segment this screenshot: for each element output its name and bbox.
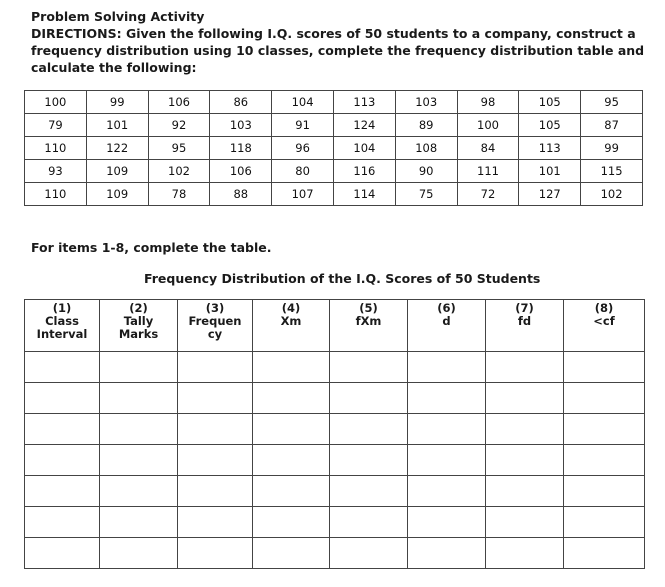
answer-cell[interactable] (100, 445, 178, 476)
heading (31, 8, 661, 76)
answer-cell[interactable] (486, 476, 564, 507)
answer-cell[interactable] (330, 414, 408, 445)
answer-cell[interactable] (178, 445, 253, 476)
answer-cell[interactable] (25, 507, 100, 538)
answer-cell[interactable] (178, 476, 253, 507)
score-cell: 106 (148, 91, 210, 114)
scores-row (25, 91, 643, 114)
answer-cell[interactable] (25, 414, 100, 445)
score-cell: 93 (25, 160, 87, 183)
score-cell: 110 (25, 183, 87, 206)
score-cell: 104 (272, 91, 334, 114)
score-cell: 102 (148, 160, 210, 183)
answer-cell[interactable] (25, 352, 100, 383)
score-cell: 87 (581, 114, 643, 137)
answer-cell[interactable] (486, 414, 564, 445)
score-cell: 72 (457, 183, 519, 206)
answer-cell[interactable] (253, 414, 330, 445)
column-header (408, 300, 486, 352)
column-header-num: (4) (281, 301, 301, 315)
column-header-line1: fXm (355, 314, 382, 328)
answer-cell[interactable] (330, 507, 408, 538)
column-header-line1: Xm (280, 314, 302, 328)
score-cell: 91 (272, 114, 334, 137)
score-cell: 102 (581, 183, 643, 206)
score-cell: 105 (519, 91, 581, 114)
answer-cell[interactable] (330, 476, 408, 507)
answer-cell[interactable] (25, 383, 100, 414)
answer-cell[interactable] (253, 476, 330, 507)
score-cell: 109 (86, 160, 148, 183)
column-header-num: (8) (594, 301, 614, 315)
column-header-line1: <cf (593, 314, 615, 328)
column-header (564, 300, 645, 352)
score-cell: 101 (519, 160, 581, 183)
answer-cell[interactable] (408, 445, 486, 476)
answer-cell[interactable] (25, 476, 100, 507)
score-cell: 104 (333, 137, 395, 160)
answer-cell[interactable] (330, 352, 408, 383)
answer-cell[interactable] (486, 383, 564, 414)
column-header-line1: Tally (123, 314, 154, 328)
column-header (253, 300, 330, 352)
answer-cell[interactable] (486, 445, 564, 476)
column-header (486, 300, 564, 352)
score-cell: 101 (86, 114, 148, 137)
column-header (178, 300, 253, 352)
score-cell: 96 (272, 137, 334, 160)
score-cell: 108 (395, 137, 457, 160)
directions-line-1: DIRECTIONS: Given the following I.Q. scores of 50 students to a company, construct a (31, 26, 636, 41)
answer-cell[interactable] (408, 352, 486, 383)
column-header-num: (5) (359, 301, 378, 315)
score-cell: 107 (272, 183, 334, 206)
score-cell: 99 (86, 91, 148, 114)
answer-cell[interactable] (564, 476, 645, 507)
answer-cell[interactable] (100, 538, 178, 569)
score-cell: 116 (333, 160, 395, 183)
score-cell: 113 (333, 91, 395, 114)
score-cell: 80 (272, 160, 334, 183)
answer-cell[interactable] (178, 538, 253, 569)
column-header-num: (1) (52, 301, 72, 315)
answer-cell[interactable] (564, 414, 645, 445)
answer-cell[interactable] (564, 352, 645, 383)
score-cell: 124 (333, 114, 395, 137)
answer-cell[interactable] (25, 538, 100, 569)
column-header-num: (6) (437, 301, 456, 315)
answer-cell[interactable] (100, 507, 178, 538)
score-cell: 106 (210, 160, 272, 183)
score-cell: 89 (395, 114, 457, 137)
column-header-line1: d (442, 314, 451, 328)
answer-cell[interactable] (330, 445, 408, 476)
score-cell: 99 (581, 137, 643, 160)
score-cell: 86 (210, 91, 272, 114)
score-cell: 110 (25, 137, 87, 160)
column-header-line2: Interval (36, 327, 88, 341)
score-cell: 111 (457, 160, 519, 183)
answer-cell[interactable] (253, 507, 330, 538)
iq-scores-table (24, 90, 643, 206)
score-cell: 114 (333, 183, 395, 206)
answer-cell[interactable] (178, 352, 253, 383)
column-header-num: (7) (515, 301, 534, 315)
score-cell: 100 (457, 114, 519, 137)
answer-cell[interactable] (100, 383, 178, 414)
answer-cell[interactable] (100, 414, 178, 445)
answer-cell[interactable] (178, 507, 253, 538)
answer-cell[interactable] (408, 538, 486, 569)
answer-cell[interactable] (330, 538, 408, 569)
scores-row (25, 160, 643, 183)
answer-cell[interactable] (408, 476, 486, 507)
answer-cell[interactable] (253, 538, 330, 569)
score-cell: 79 (25, 114, 87, 137)
answer-cell[interactable] (253, 445, 330, 476)
score-cell: 95 (581, 91, 643, 114)
score-cell: 88 (210, 183, 272, 206)
directions-line-2: frequency distribution using 10 classes, complete the frequency distribution table and (31, 43, 645, 58)
score-cell: 90 (395, 160, 457, 183)
frequency-row (25, 383, 645, 414)
frequency-table-title: Frequency Distribution of the I.Q. Scores of 50 Students (144, 271, 541, 286)
frequency-row (25, 476, 645, 507)
frequency-row (25, 538, 645, 569)
scores-row (25, 183, 643, 206)
answer-cell[interactable] (564, 538, 645, 569)
answer-cell[interactable] (253, 383, 330, 414)
score-cell: 109 (86, 183, 148, 206)
column-header (100, 300, 178, 352)
directions-line-3: calculate the following: (31, 60, 197, 75)
score-cell: 118 (210, 137, 272, 160)
score-cell: 127 (519, 183, 581, 206)
answer-cell[interactable] (486, 507, 564, 538)
scores-row (25, 137, 643, 160)
column-header (330, 300, 408, 352)
answer-cell[interactable] (253, 352, 330, 383)
answer-cell[interactable] (486, 352, 564, 383)
column-header-line2: cy (207, 327, 223, 341)
column-header-line1: fd (517, 314, 532, 328)
answer-cell[interactable] (408, 383, 486, 414)
answer-cell[interactable] (100, 352, 178, 383)
answer-cell[interactable] (564, 383, 645, 414)
answer-cell[interactable] (408, 507, 486, 538)
answer-cell[interactable] (25, 445, 100, 476)
score-cell: 122 (86, 137, 148, 160)
score-cell: 103 (210, 114, 272, 137)
column-header-line2: Marks (118, 327, 159, 341)
score-cell: 95 (148, 137, 210, 160)
answer-cell[interactable] (178, 414, 253, 445)
answer-cell[interactable] (486, 538, 564, 569)
score-cell: 100 (25, 91, 87, 114)
items-instruction: For items 1-8, complete the table. (31, 240, 272, 255)
score-cell: 105 (519, 114, 581, 137)
score-cell: 78 (148, 183, 210, 206)
column-header-num: (2) (129, 301, 148, 315)
answer-cell[interactable] (100, 476, 178, 507)
answer-cell[interactable] (564, 507, 645, 538)
score-cell: 113 (519, 137, 581, 160)
frequency-distribution-table (24, 299, 645, 569)
frequency-row (25, 352, 645, 383)
score-cell: 98 (457, 91, 519, 114)
answer-cell[interactable] (564, 445, 645, 476)
activity-title: Problem Solving Activity (31, 9, 205, 24)
score-cell: 92 (148, 114, 210, 137)
frequency-row (25, 414, 645, 445)
column-header-num: (3) (205, 301, 225, 315)
column-header (25, 300, 100, 352)
scores-row (25, 114, 643, 137)
frequency-row (25, 445, 645, 476)
score-cell: 84 (457, 137, 519, 160)
answer-cell[interactable] (178, 383, 253, 414)
column-header-line1: Class (45, 314, 79, 328)
frequency-row (25, 507, 645, 538)
answer-cell[interactable] (330, 383, 408, 414)
answer-cell[interactable] (408, 414, 486, 445)
column-header-line1: Frequen (188, 314, 242, 328)
score-cell: 75 (395, 183, 457, 206)
score-cell: 115 (581, 160, 643, 183)
score-cell: 103 (395, 91, 457, 114)
